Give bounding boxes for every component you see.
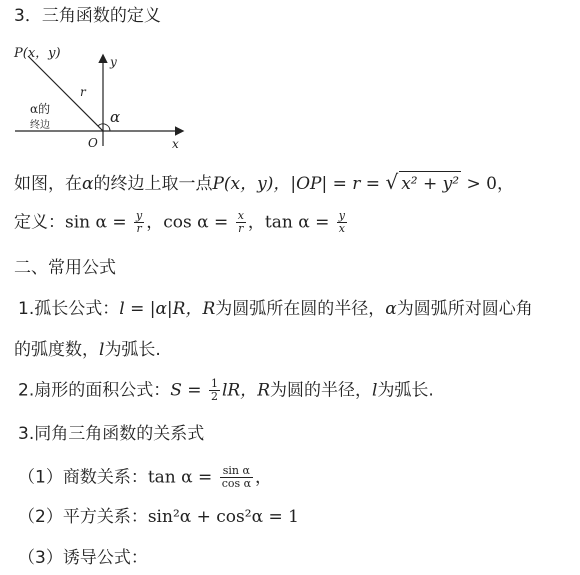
var-alpha: α bbox=[385, 299, 397, 319]
inequality: > 0， bbox=[461, 174, 514, 194]
text: 为弧长. bbox=[104, 340, 161, 360]
text: 的弧度数， bbox=[14, 340, 99, 360]
definition-formulas bbox=[14, 210, 349, 235]
comma: ， bbox=[255, 467, 273, 488]
denominator: 2 bbox=[210, 390, 218, 403]
section-heading: 3．三角函数的定义 bbox=[14, 6, 161, 26]
numerator: x bbox=[237, 209, 244, 222]
var-r: R bbox=[257, 380, 270, 401]
terminal-side-label-1: α的 bbox=[30, 102, 51, 116]
var-r: R bbox=[202, 299, 216, 319]
numerator: y bbox=[338, 209, 345, 222]
var-l: l bbox=[99, 340, 105, 360]
sector-area-formula bbox=[18, 378, 434, 403]
text: 为弧长. bbox=[377, 380, 434, 401]
r-label: r bbox=[80, 85, 86, 99]
alpha-label: α bbox=[110, 108, 121, 126]
radicand: x² + y² bbox=[399, 171, 461, 196]
formula: l = |α|R， bbox=[119, 299, 203, 319]
tan: tan α = bbox=[147, 467, 218, 488]
var-s: S = bbox=[170, 380, 207, 401]
sqrt-symbol: √ bbox=[385, 170, 399, 194]
terminal-side-label-2: 终边 bbox=[30, 120, 50, 131]
text: 为圆弧所对圆心角 bbox=[396, 299, 533, 319]
point: P(x，y)， bbox=[212, 174, 291, 194]
tan-def: ，tan α = bbox=[247, 212, 335, 233]
label: 定义： bbox=[14, 212, 65, 233]
cos-fraction bbox=[236, 210, 246, 235]
quotient-fraction bbox=[220, 465, 253, 490]
numerator: sin α bbox=[220, 465, 253, 478]
sin-def: sin α = bbox=[65, 212, 133, 233]
denominator: r bbox=[238, 222, 244, 235]
half-fraction bbox=[209, 378, 220, 403]
label: 1.孤长公式： bbox=[18, 299, 120, 319]
y-axis-label: y bbox=[110, 55, 117, 69]
denominator: cos α bbox=[221, 477, 252, 490]
label: 2.扇形的面积公式： bbox=[18, 380, 171, 401]
square-identity bbox=[18, 505, 299, 529]
section-title: 二、常用公式 bbox=[14, 258, 116, 278]
sin-fraction bbox=[134, 210, 144, 235]
unit-circle-diagram bbox=[10, 38, 200, 156]
identities-heading: 3.同角三角函数的关系式 bbox=[18, 424, 205, 444]
denominator: r bbox=[136, 222, 142, 235]
arc-length-formula bbox=[18, 297, 533, 321]
tan-fraction bbox=[337, 210, 347, 235]
op-formula: |OP| = r = bbox=[290, 174, 386, 194]
quotient-identity bbox=[18, 465, 272, 490]
origin-label: O bbox=[88, 136, 98, 150]
cos-def: ，cos α = bbox=[146, 212, 234, 233]
label: （2）平方关系： bbox=[18, 507, 148, 527]
induction-formulas: （3）诱导公式： bbox=[18, 548, 148, 568]
label: （1）商数关系： bbox=[18, 467, 148, 488]
numerator: 1 bbox=[210, 377, 218, 390]
point-label: P(x，y) bbox=[14, 46, 61, 61]
text: 的终边上取一点 bbox=[93, 174, 213, 194]
formula: sin²α + cos²α = 1 bbox=[147, 507, 299, 527]
arc-length-continued bbox=[14, 338, 161, 362]
x-axis-label: x bbox=[172, 137, 179, 151]
denominator: x bbox=[338, 222, 345, 235]
text: 为圆的半径， bbox=[270, 380, 372, 401]
text: 如图，在 bbox=[14, 174, 82, 194]
var-lr: lR， bbox=[221, 380, 258, 401]
definition-intro bbox=[14, 170, 514, 196]
text: 为圆弧所在圆的半径， bbox=[215, 299, 386, 319]
var-l: l bbox=[372, 380, 378, 401]
alpha: α bbox=[82, 174, 94, 194]
numerator: y bbox=[136, 209, 143, 222]
